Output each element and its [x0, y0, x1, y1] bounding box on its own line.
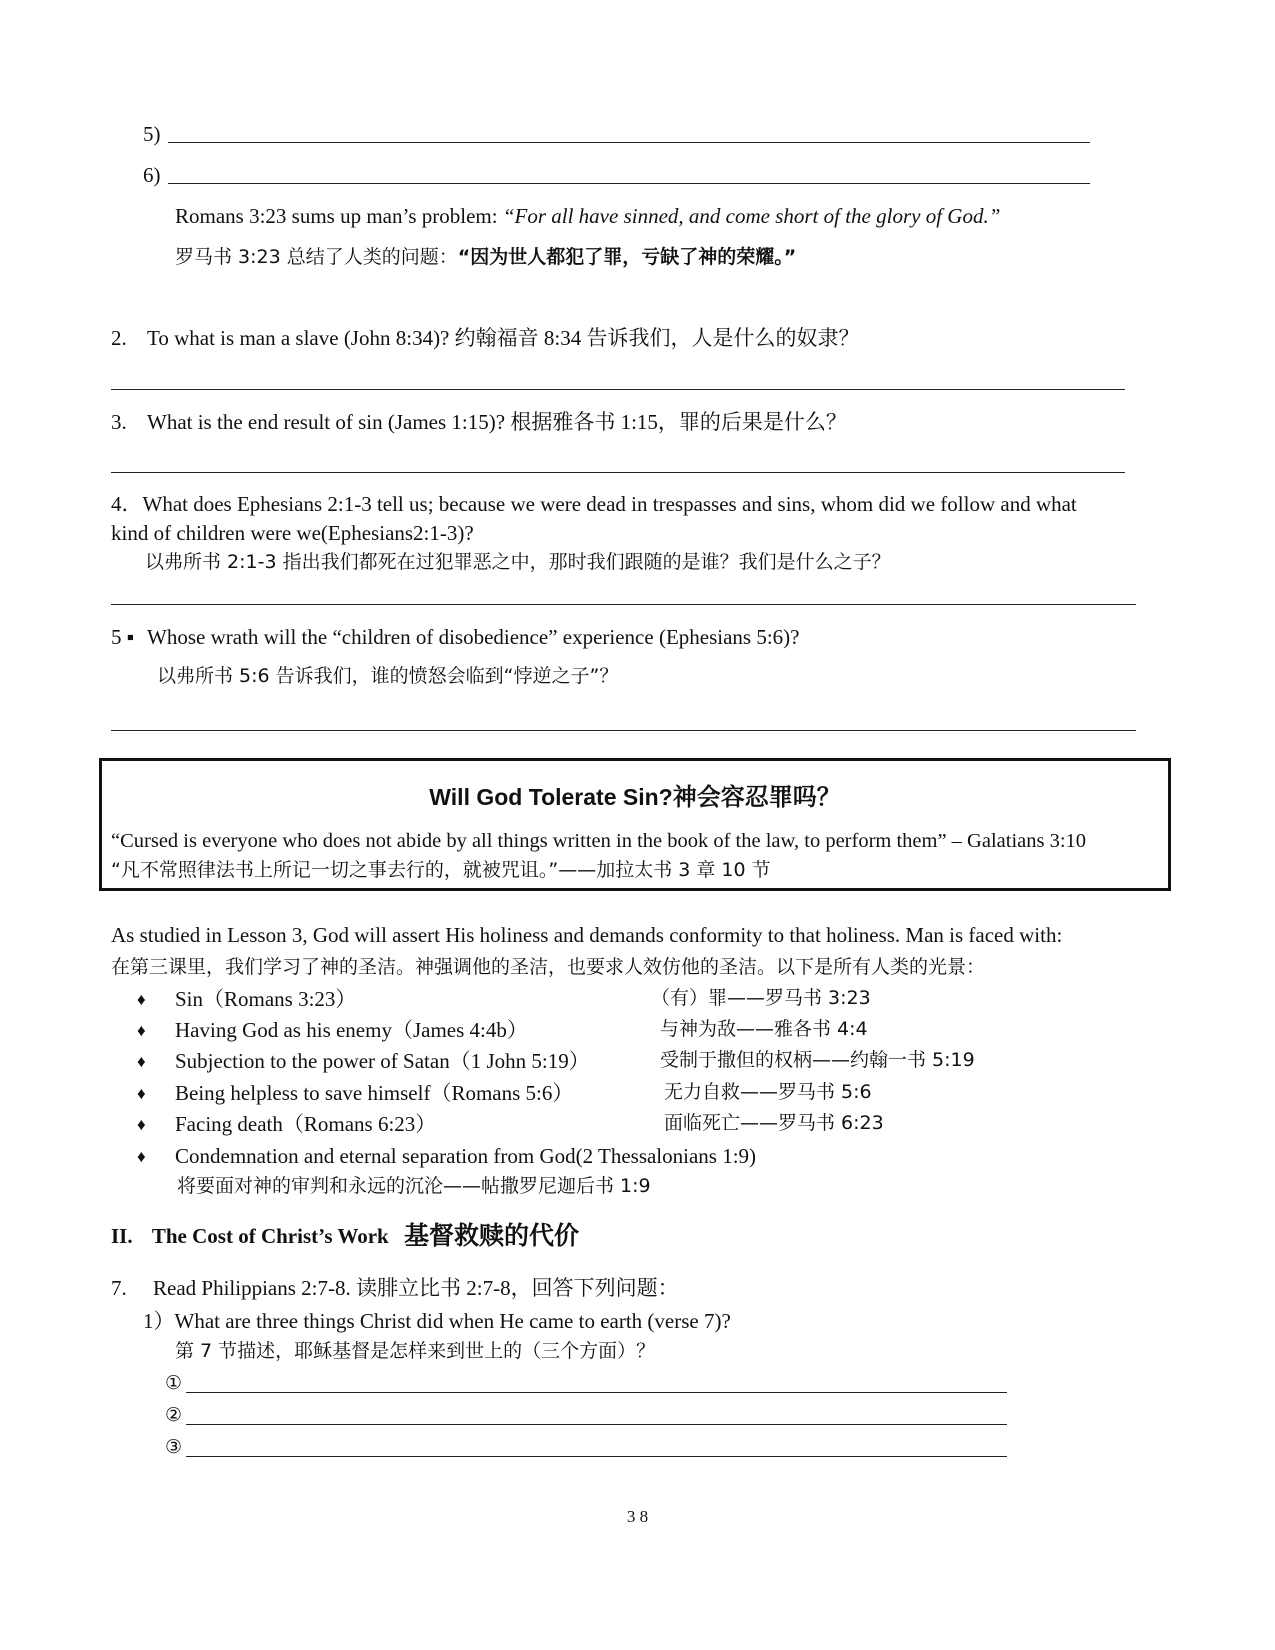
q7-answer-line-1[interactable]	[186, 1392, 1007, 1393]
q7-answer-line-3[interactable]	[186, 1456, 1007, 1457]
bullet-zh: 受制于撒但的权柄——约翰一书 5:19	[660, 1049, 975, 1071]
q7-answer-line-2[interactable]	[186, 1424, 1007, 1425]
callout-title	[102, 782, 1168, 811]
callout-title-zh: 神会容忍罪吗？	[672, 782, 841, 811]
bullet-zh-last: 将要面对神的审判和永远的沉沦——帖撒罗尼迦后书 1:9	[177, 1175, 651, 1197]
bullet-en: Facing death（Romans 6:23）	[175, 1112, 437, 1136]
q7-number: 7.	[111, 1276, 127, 1300]
q2-answer-line[interactable]	[111, 389, 1125, 390]
bullet-en: Subjection to the power of Satan（1 John 5:19）	[175, 1049, 590, 1073]
q5-text: Whose wrath will the “children of disobedience” experience (Ephesians 5:6)?	[147, 625, 800, 649]
answer-line-6[interactable]	[168, 183, 1090, 184]
q2-text: To what is man a slave (John 8:34)? 约翰福音 8:34 告诉我们，人是什么的奴隶？	[147, 326, 860, 350]
q4-zh: 以弗所书 2:1-3 指出我们都死在过犯罪恶之中，那时我们跟随的是谁？我们是什么之子？	[145, 551, 891, 573]
diamond-bullet-icon: ♦	[137, 1084, 146, 1103]
answer-marker-2: ②	[165, 1404, 183, 1426]
bullet-zh: 无力自救——罗马书 5:6	[664, 1081, 872, 1103]
q3-text: What is the end result of sin (James 1:15)? 根据雅各书 1:15，罪的后果是什么？	[147, 410, 847, 434]
section-title-zh: 基督救赎的代价	[404, 1221, 580, 1250]
summary-zh	[175, 246, 796, 267]
diamond-bullet-icon: ♦	[137, 1147, 146, 1166]
q5-zh: 以弗所书 5:6 告诉我们，谁的愤怒会临到“悖逆之子”？	[157, 665, 619, 687]
q5-number: 5 ▪	[111, 625, 135, 649]
q5-answer-line[interactable]	[111, 730, 1136, 731]
diamond-bullet-icon: ♦	[137, 1052, 146, 1071]
summary-zh-quote: “因为世人都犯了罪，亏缺了神的荣耀。”	[457, 246, 797, 268]
callout-box	[99, 758, 1171, 891]
summary-en-quote: “For all have sinned, and come short of the glory of God.”	[502, 204, 1001, 228]
section-number: II.	[111, 1224, 133, 1248]
q7-sub-en: 1）What are three things Christ did when He came to earth (verse 7)?	[143, 1309, 731, 1333]
bullet-zh: 与神为敌——雅各书 4:4	[660, 1018, 868, 1040]
q7-text: Read Philippians 2:7-8. 读腓立比书 2:7-8，回答下列问题：	[153, 1276, 679, 1300]
q4-line2: kind of children were we(Ephesians2:1-3)?	[111, 521, 474, 545]
section-title-en: The Cost of Christ’s Work	[151, 1224, 389, 1248]
section-heading	[111, 1226, 389, 1247]
answer-marker-1: ①	[165, 1372, 183, 1394]
answer-marker-3: ③	[165, 1436, 183, 1458]
callout-quote-en: “Cursed is everyone who does not abide by all things written in the book of the law, to perform them” – Galatians 3:10	[111, 830, 1087, 852]
summary-zh-prefix: 罗马书 3:23 总结了人类的问题：	[175, 246, 458, 268]
diamond-bullet-icon: ♦	[137, 1115, 146, 1134]
callout-title-en: Will God Tolerate Sin?	[429, 784, 673, 810]
bullet-zh: （有）罪——罗马书 3:23	[651, 987, 871, 1009]
callout-quote-zh: “凡不常照律法书上所记一切之事去行的，就被咒诅。”——加拉太书 3 章 10 节	[111, 859, 771, 881]
lesson-intro-en: As studied in Lesson 3, God will assert His holiness and demands conformity to that holiness. Man is faced with:	[111, 923, 1063, 947]
diamond-bullet-icon: ♦	[137, 990, 146, 1009]
diamond-bullet-icon: ♦	[137, 1021, 146, 1040]
bullet-en-last: Condemnation and eternal separation from God(2 Thessalonians 1:9)	[175, 1144, 757, 1168]
lesson-intro-zh: 在第三课里，我们学习了神的圣洁。神强调他的圣洁，也要求人效仿他的圣洁。以下是所有人类的光景：	[111, 956, 986, 978]
q3-answer-line[interactable]	[111, 472, 1125, 473]
answer-label-5: 5)	[143, 122, 161, 146]
q7-sub-zh: 第 7 节描述，耶稣基督是怎样来到世上的（三个方面）？	[175, 1340, 656, 1362]
page-number: 3 8	[626, 1507, 649, 1526]
bullet-zh: 面临死亡——罗马书 6:23	[664, 1112, 884, 1134]
q4-answer-line[interactable]	[111, 604, 1136, 605]
bullet-en: Being helpless to save himself（Romans 5:6）	[175, 1081, 574, 1105]
answer-line-5[interactable]	[168, 142, 1090, 143]
q3-number: 3.	[111, 410, 127, 434]
q4-line1: 4．What does Ephesians 2:1-3 tell us; because we were dead in trespasses and sins, whom did we follow and what	[111, 492, 1077, 516]
q2-number: 2.	[111, 326, 127, 350]
answer-label-6: 6)	[143, 163, 161, 187]
bullet-en: Sin（Romans 3:23）	[175, 987, 357, 1011]
bullet-en: Having God as his enemy（James 4:4b）	[175, 1018, 528, 1042]
summary-en	[175, 206, 1000, 227]
summary-en-prefix: Romans 3:23 sums up man’s problem:	[175, 204, 503, 228]
